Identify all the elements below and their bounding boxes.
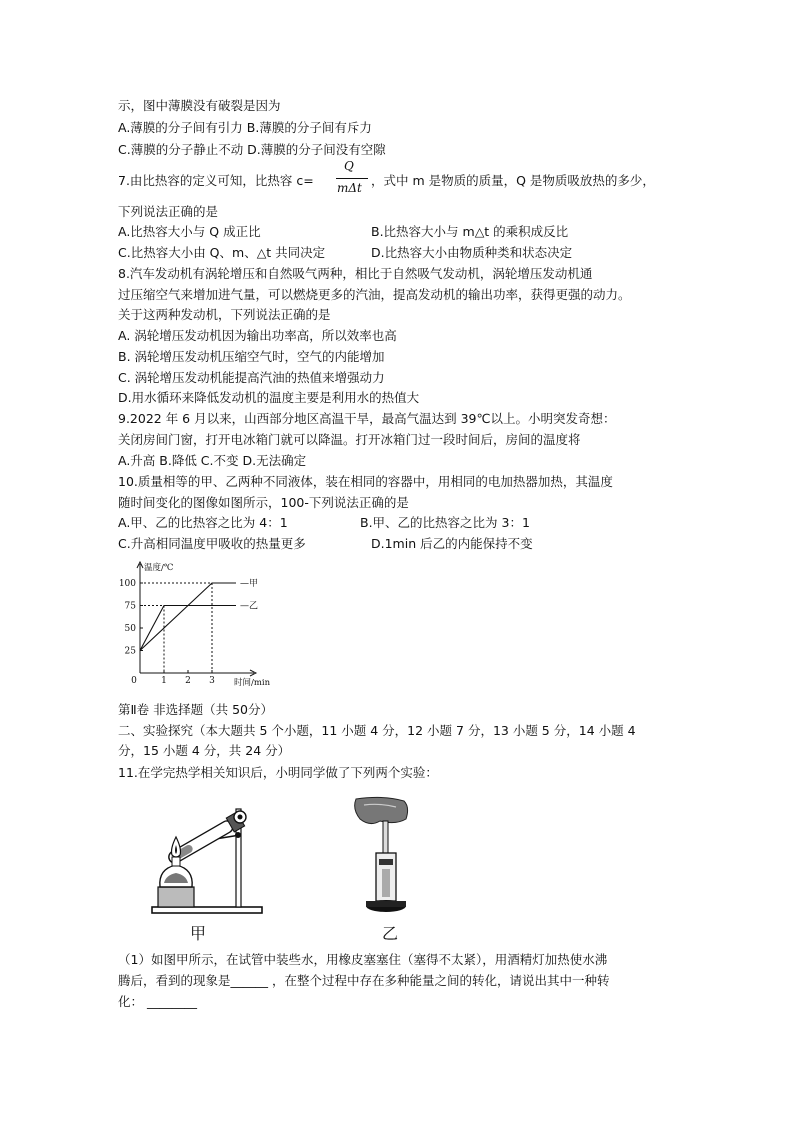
y-tick-label: 25 xyxy=(124,646,136,657)
q7-stem-a: 7.由比热容的定义可知，比热容 c= xyxy=(118,173,314,188)
q11-sub1-line-2: 腾后，看到的现象是______ ，在整个过程中存在多种能量之间的转化，请说出其中一种转 xyxy=(118,973,610,988)
q10-option-b: B.甲、乙的比热容之比为 3：1 xyxy=(360,515,530,530)
q7-option-d: D.比热容大小由物质种类和状态决定 xyxy=(371,245,573,260)
section2-heading-2: 分，15 小题 4 分，共 24 分） xyxy=(118,743,291,758)
series-label: —乙 xyxy=(240,601,259,612)
q11-stem: 11.在学完热学相关知识后，小明同学做了下列两个实验： xyxy=(118,765,438,780)
q8-stem-1: 8.汽车发动机有涡轮增压和自然吸气两种，相比于自然吸气发动机，涡轮增压发动机通 xyxy=(118,266,593,281)
q10-option-d: D.1min 后乙的内能保持不变 xyxy=(371,536,533,551)
x-tick-label: 1 xyxy=(161,676,167,686)
y-tick-label: 75 xyxy=(124,601,136,612)
q10-option-a: A.甲、乙的比热容之比为 4：1 xyxy=(118,515,288,530)
q8-stem-2: 过压缩空气来增加进气量，可以燃烧更多的汽油，提高发动机的输出功率，获得更强的动力。 xyxy=(118,287,631,302)
q7-stem-c: 下列说法正确的是 xyxy=(118,204,219,219)
q8-stem-3: 关于这两种发动机，下列说法正确的是 xyxy=(118,307,331,322)
q7-frac-denominator: mΔt xyxy=(337,181,362,195)
series-line-jia xyxy=(140,583,236,651)
q6-options-cd: C.薄膜的分子静止不动 D.薄膜的分子间没有空隙 xyxy=(118,142,386,157)
y-tick-label: 100 xyxy=(118,579,136,589)
y-tick-label: 50 xyxy=(124,624,136,634)
q7-option-a: A.比热容大小与 Q 成正比 xyxy=(118,224,261,239)
figure-yi-caption: 乙 xyxy=(382,924,399,943)
q10-stem-2: 随时间变化的图像如图所示，100-下列说法正确的是 xyxy=(118,495,409,510)
q8-option-d: D.用水循环来降低发动机的温度主要是利用水的热值大 xyxy=(118,390,420,405)
x-axis-label: 时间/min xyxy=(234,678,271,688)
q9-stem-2: 关闭房间门窗，打开电冰箱门就可以降温。打开冰箱门过一段时间后，房间的温度将 xyxy=(118,432,581,447)
q8-option-b: B. 涡轮增压发动机压缩空气时，空气的内能增加 xyxy=(118,349,385,364)
y-axis-label: 温度/℃ xyxy=(144,563,174,573)
series-line-yi xyxy=(140,606,236,651)
q9-stem-1: 9.2022 年 6 月以来，山西部分地区高温干旱，最高气温达到 39℃以上。小明突发奇想： xyxy=(118,411,616,426)
q7-stem-b: ，式中 m 是物质的质量，Q 是物质吸放热的多少， xyxy=(371,173,655,188)
q11-sub1-line-3: 化： ________ xyxy=(118,994,197,1009)
q10-option-c: C.升高相同温度甲吸收的热量更多 xyxy=(118,536,306,551)
q7-option-b: B.比热容大小与 m△t 的乘积成反比 xyxy=(371,224,569,239)
q6-stem-cont: 示，图中薄膜没有破裂是因为 xyxy=(118,98,281,113)
origin-label: 0 xyxy=(131,676,137,686)
temperature-time-chart xyxy=(118,558,282,690)
x-tick-label: 2 xyxy=(185,676,191,686)
q8-option-c: C. 涡轮增压发动机能提高汽油的热值来增强动力 xyxy=(118,370,385,385)
x-tick-label: 3 xyxy=(209,676,215,686)
q8-option-a: A. 涡轮增压发动机因为输出功率高，所以效率也高 xyxy=(118,328,397,343)
figure-yi-air-compression xyxy=(350,795,430,920)
q9-options: A.升高 B.降低 C.不变 D.无法确定 xyxy=(118,453,307,468)
q6-options-ab: A.薄膜的分子间有引力 B.薄膜的分子间有斥力 xyxy=(118,120,372,135)
q7-frac-bar xyxy=(336,178,368,179)
q7-option-c: C.比热容大小由 Q、m、△t 共同决定 xyxy=(118,245,326,260)
q7-frac-numerator: Q xyxy=(344,159,354,173)
q10-stem-1: 10.质量相等的甲、乙两种不同液体，装在相同的容器中，用相同的电加热器加热，其温度 xyxy=(118,474,613,489)
series-label: —甲 xyxy=(240,579,259,589)
figure-jia-test-tube-heating xyxy=(148,795,266,920)
part2-title: 第Ⅱ卷 非选择题（共 50分） xyxy=(118,702,274,717)
section2-heading-1: 二、实验探究（本大题共 5 个小题，11 小题 4 分，12 小题 7 分，13 小题 5 分，14 小题 4 xyxy=(118,723,636,738)
figure-jia-caption: 甲 xyxy=(190,924,207,943)
q11-sub1-line-1: （1）如图甲所示，在试管中装些水，用橡皮塞塞住（塞得不太紧），用酒精灯加热使水沸 xyxy=(118,952,608,967)
